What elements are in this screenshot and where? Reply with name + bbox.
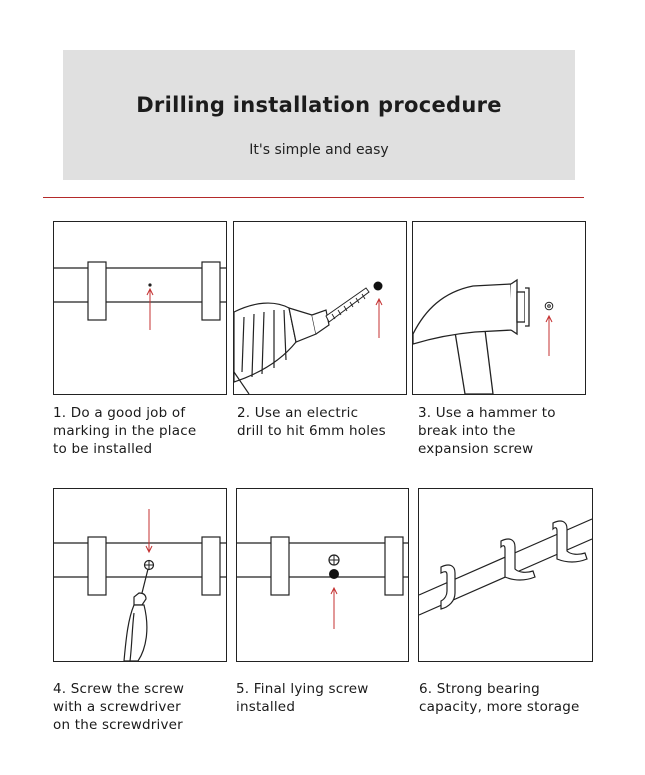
hole-dot-icon (374, 282, 383, 291)
step-4-illustration (53, 488, 227, 662)
header-banner (63, 50, 575, 180)
divider-line (43, 197, 584, 198)
step-1-caption: 1. Do a good job of marking in the place to be installed (53, 405, 197, 457)
anchor-dot-icon (329, 569, 339, 579)
screw-head-icon (329, 555, 339, 565)
arrow-up-icon (331, 588, 337, 629)
drill-bit-icon (326, 288, 369, 322)
step-3-illustration (412, 221, 586, 395)
page-title: Drilling installation procedure (136, 93, 502, 117)
step-6-illustration (418, 488, 593, 662)
screwdriver-icon (124, 569, 148, 661)
step-6-caption: 6. Strong bearing capacity, more storage (419, 681, 580, 715)
hook-icon (501, 539, 535, 580)
step-2-caption: 2. Use an electric drill to hit 6mm holes (237, 405, 386, 439)
step-4-caption: 4. Screw the screw with a screwdriver on the screwdriver (53, 681, 185, 733)
step-5-illustration (236, 488, 409, 662)
drill-icon (234, 303, 329, 394)
arrow-down-icon (146, 509, 152, 552)
hammer-icon (413, 280, 529, 394)
screw-head-icon (145, 561, 154, 570)
step-1-illustration (53, 221, 227, 395)
step-3-caption: 3. Use a hammer to break into the expansion screw (418, 405, 556, 457)
hook-icon (553, 521, 587, 562)
arrow-up-icon (376, 299, 382, 338)
hook-icon (441, 565, 455, 609)
page-subtitle: It's simple and easy (249, 142, 389, 158)
mark-dot-icon (148, 283, 151, 286)
step-2-illustration (233, 221, 407, 395)
expansion-screw-icon (545, 302, 553, 310)
arrow-up-icon (147, 289, 153, 330)
step-5-caption: 5. Final lying screw installed (236, 681, 369, 715)
arrow-up-icon (546, 316, 552, 356)
